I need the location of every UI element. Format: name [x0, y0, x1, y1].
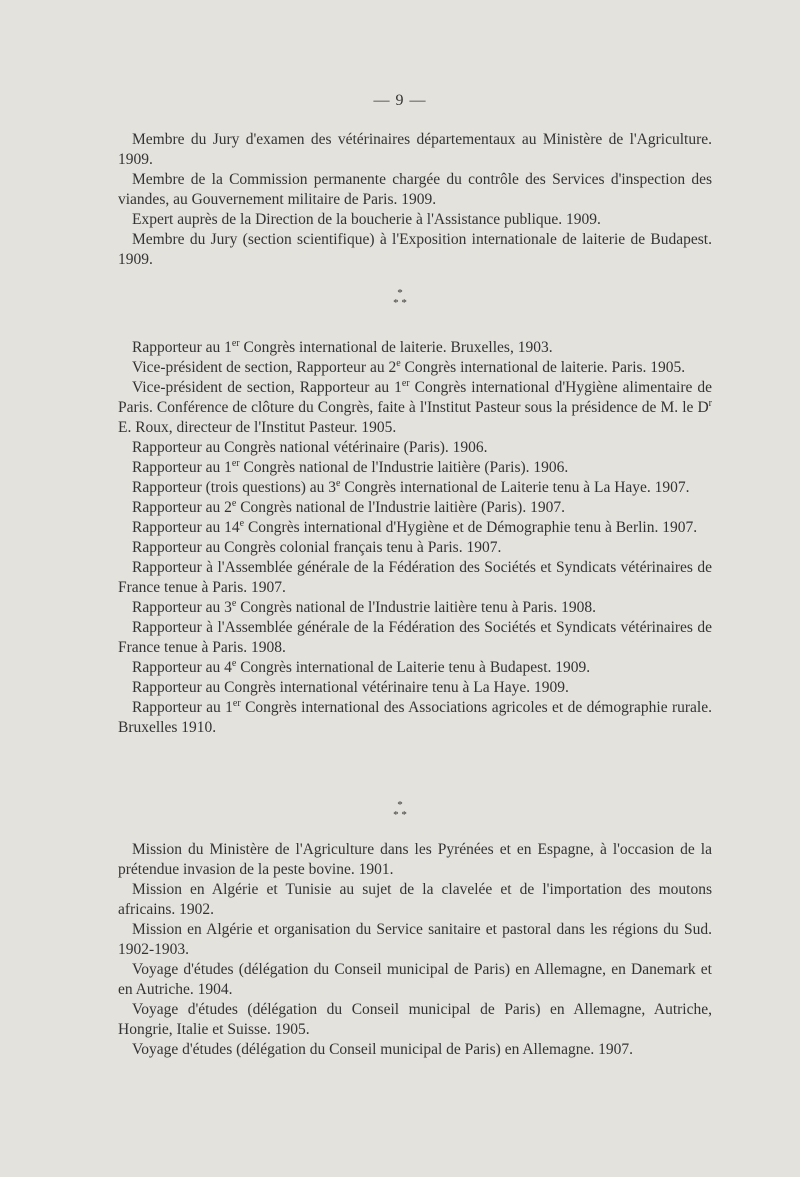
- paragraph: [118, 518, 712, 538]
- paragraph: [118, 538, 712, 558]
- section-memberships: [118, 130, 712, 270]
- paragraph: Voyage d'études (délégation du Conseil municipal de Paris) en Allemagne, Autriche, Hongrie, Italie et Suisse. 1905.: [118, 1001, 712, 1038]
- paragraph: Membre du Jury (section scientifique) à l'Exposition internationale de laiterie de Budapest. 1909.: [118, 231, 712, 268]
- paragraph: [118, 438, 712, 458]
- text-run: Rapporteur au Congrès international vétérinaire tenu à La Haye. 1909.: [132, 679, 569, 696]
- text-run: Vice-président de section, Rapporteur au 1: [132, 379, 402, 396]
- paragraph: [118, 358, 712, 378]
- text-run: Vice-président de section, Rapporteur au 2: [132, 359, 397, 376]
- superscript: e: [239, 517, 245, 529]
- superscript: er: [231, 457, 240, 469]
- text-run: Congrès international de laiterie. Bruxelles, 1903.: [239, 339, 553, 356]
- asterism-separator: [0, 288, 800, 308]
- paragraph: Membre de la Commission permanente chargée du contrôle des Services d'inspection des viandes, au Gouvernement militaire de Paris. 1909.: [118, 171, 712, 208]
- paragraph: [118, 618, 712, 658]
- text-run: Congrès international des Associations agricoles et de démographie rurale. Bruxelles 1910.: [118, 699, 712, 736]
- section-missions: [118, 840, 712, 1060]
- asterism-separator: [0, 800, 800, 820]
- text-run: Rapporteur au 1: [132, 339, 232, 356]
- paragraph: [118, 558, 712, 598]
- text-run: Rapporteur (trois questions) au 3: [132, 479, 337, 496]
- text-run: Congrès international de Laiterie tenu à La Haye. 1907.: [340, 479, 690, 496]
- superscript: er: [231, 337, 240, 349]
- text-run: Congrès international d'Hygiène alimentaire de Paris. Conférence de clôture du Congrès, faite à l'Institut Pasteur sous la présidence de M. le D: [118, 379, 712, 416]
- text-run: Congrès international de laiterie. Paris. 1905.: [400, 359, 686, 376]
- superscript: e: [396, 357, 401, 369]
- paragraph: [118, 478, 712, 498]
- paragraph: [118, 498, 712, 518]
- paragraph: Mission en Algérie et organisation du Service sanitaire et pastoral dans les régions du Sud. 1902-1903.: [118, 921, 712, 958]
- text-run: Rapporteur au Congrès national vétérinaire (Paris). 1906.: [132, 439, 488, 456]
- text-run: Congrès national de l'Industrie laitière (Paris). 1907.: [236, 499, 565, 516]
- text-run: Rapporteur au 14: [132, 519, 240, 536]
- asterism-bottom: * *: [393, 297, 407, 309]
- paragraph: Membre du Jury d'examen des vétérinaires départementaux au Ministère de l'Agriculture. 1909.: [118, 131, 712, 168]
- text-run: Congrès national de l'Industrie laitière (Paris). 1906.: [239, 459, 569, 476]
- superscript: e: [231, 597, 237, 609]
- superscript: e: [231, 657, 237, 669]
- page-number: — 9 —: [373, 92, 427, 109]
- paragraph: Mission du Ministère de l'Agriculture dans les Pyrénées et en Espagne, à l'occasion de la prétendue invasion de la peste bovine. 1901.: [118, 841, 712, 878]
- asterism-top: *: [397, 287, 403, 299]
- asterism-bottom: * *: [393, 809, 407, 821]
- text-run: Rapporteur à l'Assemblée générale de la Fédération des Sociétés et Syndicats vétérinaires de France tenue à Paris. 1908.: [118, 619, 712, 656]
- superscript: er: [232, 697, 241, 709]
- text-run: Rapporteur au Congrès colonial français tenu à Paris. 1907.: [132, 539, 502, 556]
- superscript: er: [401, 377, 410, 389]
- paragraph: [118, 658, 712, 678]
- asterism-top: *: [397, 799, 403, 811]
- paragraph: [118, 458, 712, 478]
- text-run: Rapporteur au 4: [132, 659, 232, 676]
- text-run: Congrès international d'Hygiène et de Démographie tenu à Berlin. 1907.: [244, 519, 698, 536]
- paragraph: [118, 338, 712, 358]
- text-run: Rapporteur au 1: [132, 459, 232, 476]
- text-run: Rapporteur au 2: [132, 499, 232, 516]
- text-run: Congrès national de l'Industrie laitière tenu à Paris. 1908.: [236, 599, 596, 616]
- text-run: Rapporteur à l'Assemblée générale de la Fédération des Sociétés et Syndicats vétérinaires de France tenue à Paris. 1907.: [118, 559, 712, 596]
- paragraph: [118, 698, 712, 738]
- paragraph: Voyage d'études (délégation du Conseil municipal de Paris) en Allemagne, en Danemark et en Autriche. 1904.: [118, 961, 712, 998]
- paragraph: [118, 678, 712, 698]
- section-reports: [118, 338, 712, 738]
- paragraph: [118, 378, 712, 438]
- paragraph: Mission en Algérie et Tunisie au sujet de la clavelée et de l'importation des moutons africains. 1902.: [118, 881, 712, 918]
- paragraph: Expert auprès de la Direction de la boucherie à l'Assistance publique. 1909.: [132, 211, 601, 228]
- text-run: Congrès international de Laiterie tenu à Budapest. 1909.: [236, 659, 591, 676]
- superscript: e: [336, 477, 341, 489]
- paragraph: Voyage d'études (délégation du Conseil municipal de Paris) en Allemagne. 1907.: [132, 1041, 633, 1058]
- paragraph: [118, 598, 712, 618]
- superscript: r: [708, 397, 712, 409]
- superscript: e: [231, 497, 237, 509]
- text-run: Rapporteur au 1: [132, 699, 233, 716]
- text-run: Rapporteur au 3: [132, 599, 232, 616]
- text-run: E. Roux, directeur de l'Institut Pasteur. 1905.: [118, 419, 397, 436]
